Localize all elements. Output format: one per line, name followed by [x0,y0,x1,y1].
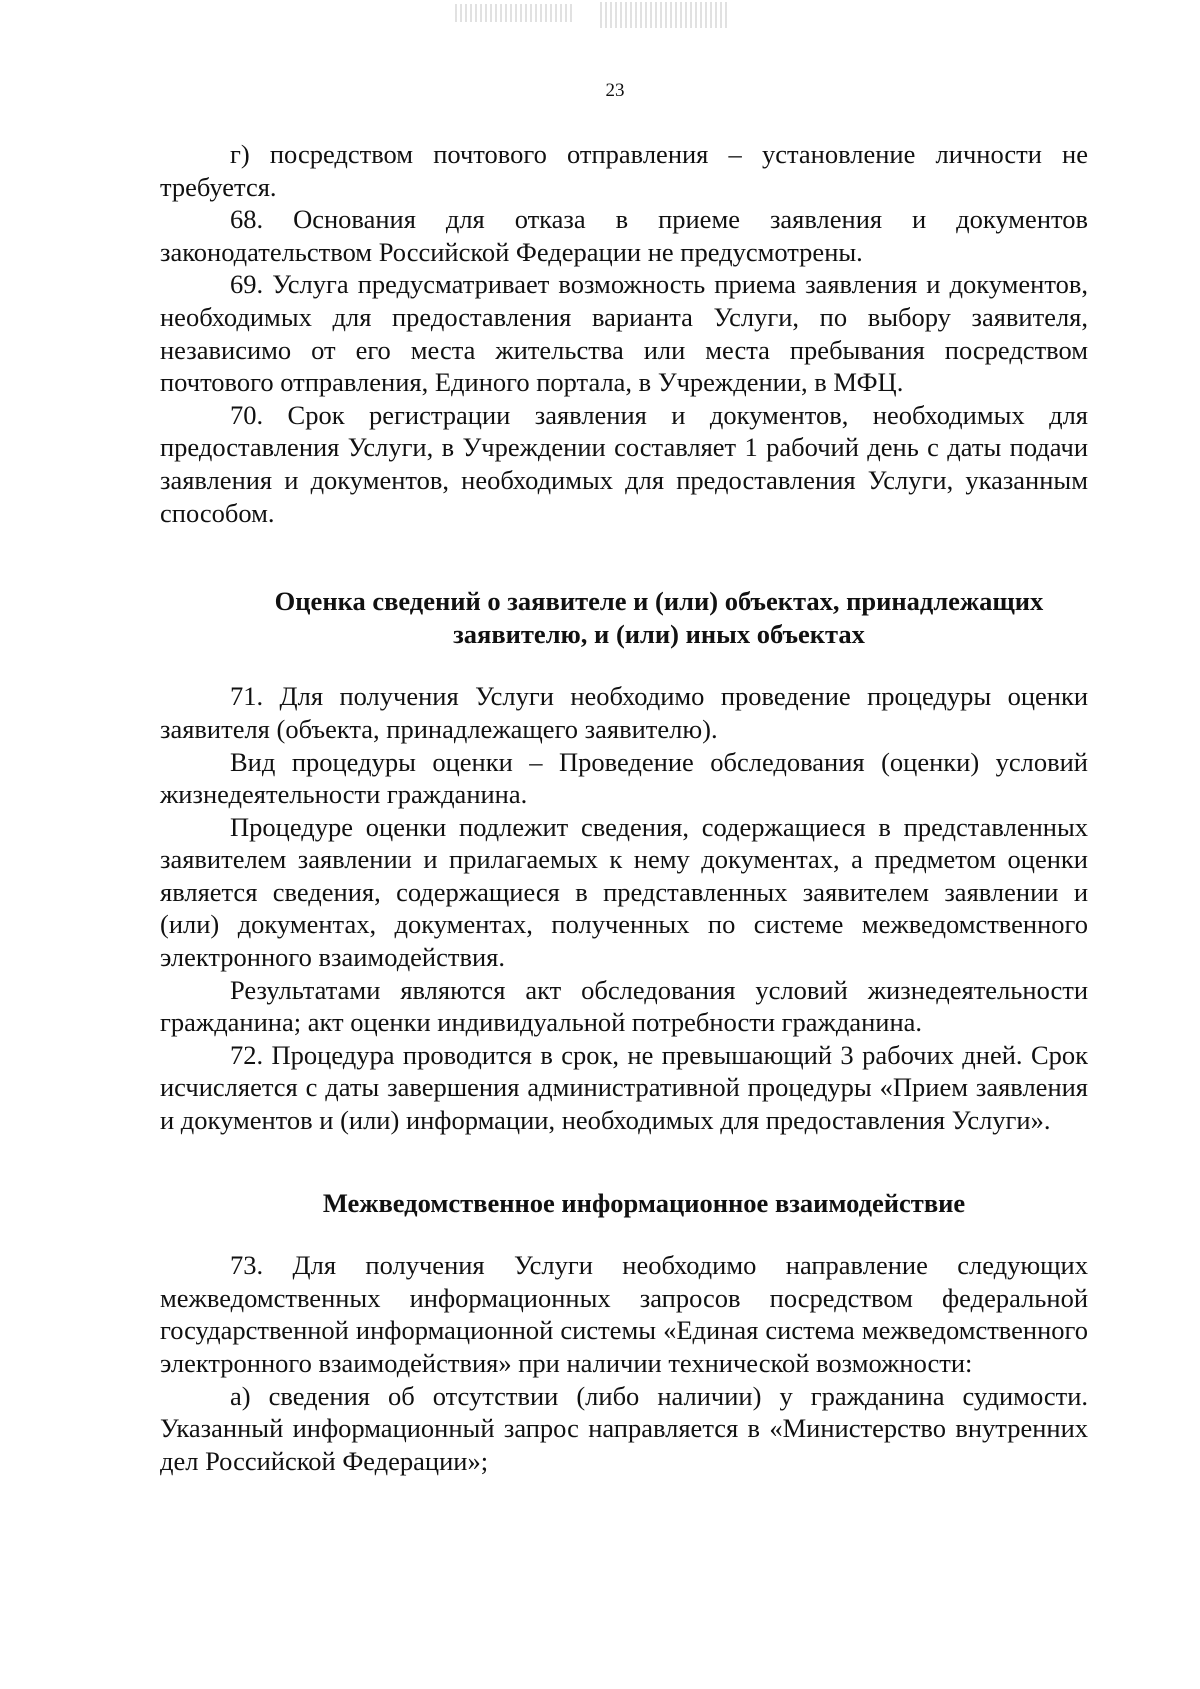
section-heading [160,585,1088,650]
spacer [160,529,1088,585]
paragraph: 70. Срок регистрации заявления и документов, необходимых для предоставления Услуги, в Учреждении составляет 1 рабочий день с даты подачи заявления и документов, необходимых для предоставления Услуги, указанным способом. [160,399,1088,528]
paragraph: 72. Процедура проводится в срок, не превышающий 3 рабочих дней. Срок исчисляется с даты завершения административной процедуры «Прием заявления и документов и (или) информации, необходимых для предоставления Услуги». [160,1039,1088,1136]
spacer [160,1137,1088,1187]
section-heading-line: заявителю, и (или) иных объектах [453,618,865,649]
paragraph: г) посредством почтового отправления – установление личности не требуется. [160,139,1088,202]
document-body [160,138,1088,1477]
page-number: 23 [605,80,625,101]
section-heading-line: Оценка сведений о заявителе и (или) объектах, принадлежащих [274,586,1044,617]
spacer [160,650,1088,680]
scan-artifact [600,2,730,28]
paragraph: Результатами являются акт обследования условий жизнедеятельности гражданина; акт оценки индивидуальной потребности гражданина. [160,974,1088,1038]
paragraph: а) сведения об отсутствии (либо наличии) у гражданина судимости. Указанный информационный запрос направляется в «Министерство внутренних дел Российской Федерации»; [160,1380,1088,1476]
spacer [160,1219,1088,1249]
section-heading: Межведомственное информационное взаимодействие [322,1187,966,1218]
paragraph: 68. Основания для отказа в приеме заявления и документов законодательством Российской Федерации не предусмотрены. [160,204,1088,267]
paragraph: Процедуре оценки подлежит сведения, содержащиеся в представленных заявителем заявлении и прилагаемых к нему документах, а предметом оценки является сведения, содержащиеся в представленных заявителем заявлении и (или) документах, документах, полученных по системе межведомственного электронного взаимодействия. [160,811,1088,973]
paragraph: 69. Услуга предусматривает возможность приема заявления и документов, необходимых для предоставления варианта Услуги, по выбору заявителя, независимо от его места жительства или места пребывания посредством почтового отправления, Единого портала, в Учреждении, в МФЦ. [160,269,1088,398]
paragraph: 71. Для получения Услуги необходимо проведение процедуры оценки заявителя (объекта, принадлежащего заявителю). [160,681,1088,744]
scan-artifact [455,4,575,22]
paragraph: 73. Для получения Услуги необходимо направление следующих межведомственных информационных запросов посредством федеральной государственной информационной системы «Единая система межведомственного электронного взаимодействия» при наличии технической возможности: [160,1250,1088,1378]
paragraph: Вид процедуры оценки – Проведение обследования (оценки) условий жизнедеятельности гражданина. [160,746,1088,810]
